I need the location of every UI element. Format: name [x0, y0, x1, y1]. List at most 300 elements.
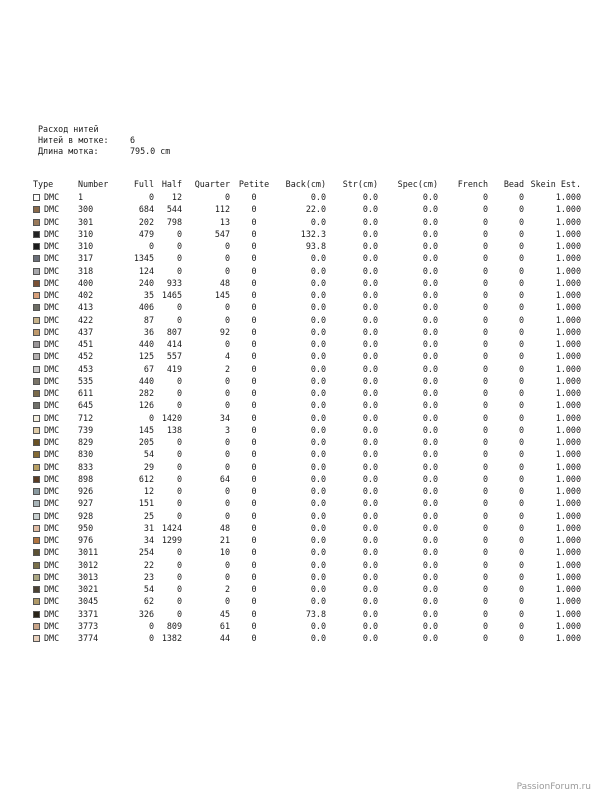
cell-bead: 0	[518, 228, 524, 239]
cell-half: 0	[176, 241, 182, 251]
color-swatch	[33, 280, 40, 287]
cell-type	[33, 510, 78, 522]
cell-type-label: DMC	[44, 596, 60, 607]
cell-spec: 0.0	[422, 498, 438, 509]
cell-half: 0	[176, 253, 182, 264]
color-swatch	[33, 353, 40, 360]
table-row	[33, 448, 581, 460]
color-swatch	[33, 476, 40, 483]
cell-quarter: 34	[219, 412, 230, 423]
cell-spec: 0.0	[422, 535, 438, 545]
skein-length-line	[38, 146, 170, 157]
cell-spec: 0.0	[422, 363, 438, 374]
cell-petite: 0	[251, 461, 257, 472]
cell-type	[33, 252, 78, 264]
cell-back: 0.0	[310, 571, 326, 582]
table-row	[33, 424, 581, 436]
cell-number: 535	[78, 375, 94, 386]
cell-type-label: DMC	[44, 290, 60, 300]
cell-spec: 0.0	[422, 412, 438, 423]
cell-back: 0.0	[310, 412, 326, 423]
table-row	[33, 289, 581, 301]
cell-half: 0	[176, 302, 182, 313]
cell-str: 0.0	[362, 277, 378, 288]
cell-half: 0	[176, 584, 182, 594]
cell-number: 926	[78, 486, 94, 496]
cell-type-label: DMC	[44, 620, 60, 631]
color-swatch	[33, 255, 40, 262]
cell-bead: 0	[518, 449, 524, 460]
cell-number: 453	[78, 363, 94, 374]
cell-str: 0.0	[362, 400, 378, 411]
cell-skein-est: 1.000	[555, 535, 581, 545]
cell-str: 0.0	[362, 314, 378, 325]
cell-french: 0	[482, 241, 488, 251]
col-petite: Petite	[238, 179, 270, 189]
cell-full: 0	[148, 620, 154, 631]
cell-quarter: 13	[219, 216, 230, 227]
col-number: Number	[78, 179, 109, 189]
cell-back: 0.0	[310, 326, 326, 337]
cell-str: 0.0	[362, 302, 378, 313]
cell-french: 0	[482, 633, 488, 643]
cell-petite: 0	[251, 473, 257, 484]
cell-bead: 0	[518, 400, 524, 411]
cell-back: 0.0	[310, 547, 326, 558]
cell-quarter: 0	[224, 486, 230, 496]
cell-str: 0.0	[362, 449, 378, 460]
cell-skein-est: 1.000	[555, 412, 581, 423]
cell-french: 0	[482, 461, 488, 472]
cell-number: 3011	[78, 547, 99, 558]
cell-full: 67	[143, 363, 154, 374]
cell-half: 809	[166, 620, 182, 631]
cell-half: 0	[176, 486, 182, 496]
cell-full: 254	[138, 547, 154, 558]
cell-half: 419	[166, 363, 182, 374]
cell-skein-est: 1.000	[555, 326, 581, 337]
cell-type-label: DMC	[44, 461, 60, 472]
cell-petite: 0	[251, 437, 257, 447]
cell-back: 0.0	[310, 473, 326, 484]
cell-type-label: DMC	[44, 424, 60, 435]
cell-french: 0	[482, 192, 488, 202]
cell-skein-est: 1.000	[555, 363, 581, 374]
cell-type-label: DMC	[44, 584, 60, 594]
cell-quarter: 0	[224, 461, 230, 472]
cell-half: 544	[166, 204, 182, 215]
cell-skein-est: 1.000	[555, 547, 581, 558]
cell-spec: 0.0	[422, 547, 438, 558]
cell-back: 0.0	[310, 437, 326, 447]
cell-number: 310	[78, 241, 94, 251]
cell-bead: 0	[518, 522, 524, 533]
cell-bead: 0	[518, 388, 524, 398]
cell-bead: 0	[518, 559, 524, 570]
cell-quarter: 145	[214, 290, 230, 300]
cell-full: 22	[143, 559, 154, 570]
cell-str: 0.0	[362, 192, 378, 202]
cell-type-label: DMC	[44, 326, 60, 337]
cell-number: 317	[78, 253, 94, 264]
cell-quarter: 21	[219, 535, 230, 545]
cell-type	[33, 473, 78, 485]
cell-full: 36	[143, 326, 154, 337]
cell-petite: 0	[251, 265, 257, 276]
skein-length-value: 795.0 cm	[130, 146, 171, 156]
cell-str: 0.0	[362, 351, 378, 362]
cell-french: 0	[482, 216, 488, 227]
cell-bead: 0	[518, 351, 524, 362]
cell-petite: 0	[251, 241, 257, 251]
cell-type	[33, 350, 78, 362]
cell-type	[33, 228, 78, 240]
cell-full: 29	[143, 461, 154, 472]
cell-number: 1	[78, 192, 84, 202]
cell-str: 0.0	[362, 547, 378, 558]
cell-skein-est: 1.000	[555, 400, 581, 411]
cell-type	[33, 608, 78, 620]
cell-spec: 0.0	[422, 339, 438, 349]
cell-number: 833	[78, 461, 94, 472]
cell-number: 3371	[78, 608, 99, 619]
cell-quarter: 0	[224, 498, 230, 509]
color-swatch	[33, 304, 40, 311]
cell-type	[33, 326, 78, 338]
cell-type	[33, 216, 78, 228]
cell-quarter: 48	[219, 277, 230, 288]
cell-skein-est: 1.000	[555, 510, 581, 521]
cell-petite: 0	[251, 486, 257, 496]
cell-half: 1382	[161, 633, 182, 643]
cell-type-label: DMC	[44, 412, 60, 423]
cell-bead: 0	[518, 375, 524, 386]
cell-type-label: DMC	[44, 571, 60, 582]
cell-french: 0	[482, 437, 488, 447]
table-row	[33, 375, 581, 387]
table-body	[33, 191, 581, 644]
color-swatch	[33, 427, 40, 434]
cell-str: 0.0	[362, 424, 378, 435]
cell-number: 3773	[78, 620, 99, 631]
cell-half: 0	[176, 228, 182, 239]
cell-bead: 0	[518, 608, 524, 619]
cell-back: 0.0	[310, 351, 326, 362]
cell-back: 0.0	[310, 314, 326, 325]
cell-quarter: 0	[224, 314, 230, 325]
table-row	[33, 277, 581, 289]
table-row	[33, 461, 581, 473]
cell-back: 22.0	[305, 204, 326, 215]
cell-bead: 0	[518, 547, 524, 558]
cell-petite: 0	[251, 535, 257, 545]
cell-str: 0.0	[362, 559, 378, 570]
cell-bead: 0	[518, 339, 524, 349]
cell-quarter: 2	[224, 363, 230, 374]
cell-french: 0	[482, 290, 488, 300]
cell-type-label: DMC	[44, 216, 60, 227]
color-swatch	[33, 464, 40, 471]
cell-spec: 0.0	[422, 437, 438, 447]
cell-quarter: 112	[214, 204, 230, 215]
thread-usage-table	[33, 177, 581, 644]
cell-back: 0.0	[310, 302, 326, 313]
cell-skein-est: 1.000	[555, 437, 581, 447]
cell-half: 0	[176, 265, 182, 276]
col-back: Back(cm)	[285, 179, 326, 189]
cell-half: 1420	[161, 412, 182, 423]
cell-back: 0.0	[310, 290, 326, 300]
cell-back: 0.0	[310, 375, 326, 386]
cell-full: 54	[143, 449, 154, 460]
cell-spec: 0.0	[422, 302, 438, 313]
cell-quarter: 92	[219, 326, 230, 337]
cell-half: 0	[176, 400, 182, 411]
cell-number: 3021	[78, 584, 99, 594]
color-swatch	[33, 194, 40, 201]
cell-spec: 0.0	[422, 449, 438, 460]
cell-spec: 0.0	[422, 400, 438, 411]
cell-bead: 0	[518, 326, 524, 337]
cell-back: 0.0	[310, 498, 326, 509]
color-swatch	[33, 329, 40, 336]
cell-back: 0.0	[310, 535, 326, 545]
cell-number: 437	[78, 326, 94, 337]
cell-type-label: DMC	[44, 314, 60, 325]
cell-type	[33, 289, 78, 301]
cell-number: 402	[78, 290, 94, 300]
color-swatch	[33, 378, 40, 385]
cell-spec: 0.0	[422, 571, 438, 582]
cell-bead: 0	[518, 510, 524, 521]
cell-quarter: 4	[224, 351, 230, 362]
cell-full: 612	[138, 473, 154, 484]
cell-str: 0.0	[362, 241, 378, 251]
cell-type	[33, 424, 78, 436]
cell-full: 87	[143, 314, 154, 325]
cell-spec: 0.0	[422, 192, 438, 202]
cell-type	[33, 240, 78, 252]
cell-type	[33, 571, 78, 583]
cell-bead: 0	[518, 571, 524, 582]
cell-french: 0	[482, 571, 488, 582]
cell-petite: 0	[251, 388, 257, 398]
cell-french: 0	[482, 339, 488, 349]
cell-bead: 0	[518, 473, 524, 484]
color-swatch	[33, 243, 40, 250]
cell-back: 0.0	[310, 363, 326, 374]
cell-french: 0	[482, 535, 488, 545]
col-half: Half	[161, 179, 182, 189]
cell-type	[33, 412, 78, 424]
cell-type	[33, 277, 78, 289]
cell-number: 3013	[78, 571, 99, 582]
table-row	[33, 534, 581, 546]
cell-number: 830	[78, 449, 94, 460]
cell-bead: 0	[518, 204, 524, 215]
cell-back: 0.0	[310, 253, 326, 264]
cell-bead: 0	[518, 241, 524, 251]
cell-back: 0.0	[310, 584, 326, 594]
cell-type-label: DMC	[44, 302, 60, 313]
cell-full: 440	[138, 375, 154, 386]
cell-str: 0.0	[362, 498, 378, 509]
cell-spec: 0.0	[422, 253, 438, 264]
cell-type-label: DMC	[44, 192, 60, 202]
cell-spec: 0.0	[422, 277, 438, 288]
cell-half: 0	[176, 510, 182, 521]
cell-full: 202	[138, 216, 154, 227]
cell-number: 927	[78, 498, 94, 509]
cell-petite: 0	[251, 608, 257, 619]
cell-french: 0	[482, 204, 488, 215]
cell-type	[33, 632, 78, 644]
cell-type	[33, 338, 78, 350]
cell-skein-est: 1.000	[555, 339, 581, 349]
cell-str: 0.0	[362, 204, 378, 215]
cell-number: 3012	[78, 559, 99, 570]
color-swatch	[33, 415, 40, 422]
cell-french: 0	[482, 228, 488, 239]
cell-back: 0.0	[310, 400, 326, 411]
cell-full: 25	[143, 510, 154, 521]
cell-spec: 0.0	[422, 265, 438, 276]
cell-back: 0.0	[310, 633, 326, 643]
col-str: Str(cm)	[342, 179, 378, 189]
table-row	[33, 350, 581, 362]
cell-type	[33, 546, 78, 558]
cell-quarter: 0	[224, 302, 230, 313]
cell-full: 124	[138, 265, 154, 276]
cell-spec: 0.0	[422, 216, 438, 227]
table-row	[33, 387, 581, 399]
cell-bead: 0	[518, 424, 524, 435]
cell-full: 35	[143, 290, 154, 300]
table-row	[33, 265, 581, 277]
cell-bead: 0	[518, 265, 524, 276]
table-row	[33, 595, 581, 607]
table-row	[33, 216, 581, 228]
cell-french: 0	[482, 620, 488, 631]
cell-str: 0.0	[362, 412, 378, 423]
table-row	[33, 399, 581, 411]
cell-french: 0	[482, 486, 488, 496]
color-swatch	[33, 341, 40, 348]
cell-type-label: DMC	[44, 510, 60, 521]
cell-petite: 0	[251, 228, 257, 239]
cell-type	[33, 314, 78, 326]
cell-str: 0.0	[362, 363, 378, 374]
table-row	[33, 363, 581, 375]
cell-str: 0.0	[362, 633, 378, 643]
cell-spec: 0.0	[422, 228, 438, 239]
cell-bead: 0	[518, 314, 524, 325]
cell-bead: 0	[518, 412, 524, 423]
cell-half: 0	[176, 559, 182, 570]
cell-type-label: DMC	[44, 449, 60, 460]
color-swatch	[33, 317, 40, 324]
cell-half: 0	[176, 473, 182, 484]
cell-back: 0.0	[310, 596, 326, 607]
cell-spec: 0.0	[422, 388, 438, 398]
cell-back: 0.0	[310, 486, 326, 496]
cell-full: 406	[138, 302, 154, 313]
cell-full: 125	[138, 351, 154, 362]
cell-skein-est: 1.000	[555, 522, 581, 533]
col-skein-est: Skein Est.	[530, 179, 581, 189]
cell-type	[33, 522, 78, 534]
color-swatch	[33, 219, 40, 226]
cell-skein-est: 1.000	[555, 192, 581, 202]
cell-type	[33, 595, 78, 607]
cell-skein-est: 1.000	[555, 608, 581, 619]
table-row	[33, 228, 581, 240]
cell-type	[33, 387, 78, 399]
cell-quarter: 0	[224, 241, 230, 251]
cell-type-label: DMC	[44, 204, 60, 215]
cell-spec: 0.0	[422, 620, 438, 631]
cell-type	[33, 191, 78, 203]
color-swatch	[33, 500, 40, 507]
col-type: Type	[33, 179, 54, 189]
cell-full: 12	[143, 486, 154, 496]
cell-str: 0.0	[362, 437, 378, 447]
cell-type	[33, 203, 78, 215]
report-header	[38, 124, 170, 157]
cell-number: 413	[78, 302, 94, 313]
cell-french: 0	[482, 314, 488, 325]
cell-petite: 0	[251, 498, 257, 509]
table-header-row	[33, 177, 581, 191]
cell-quarter: 3	[224, 424, 230, 435]
cell-type	[33, 620, 78, 632]
cell-half: 1299	[161, 535, 182, 545]
table-row	[33, 608, 581, 620]
cell-back: 0.0	[310, 339, 326, 349]
cell-petite: 0	[251, 253, 257, 264]
cell-type-label: DMC	[44, 228, 60, 239]
cell-type	[33, 375, 78, 387]
cell-bead: 0	[518, 277, 524, 288]
cell-back: 0.0	[310, 388, 326, 398]
cell-half: 0	[176, 449, 182, 460]
cell-skein-est: 1.000	[555, 314, 581, 325]
cell-french: 0	[482, 596, 488, 607]
cell-quarter: 0	[224, 596, 230, 607]
cell-french: 0	[482, 547, 488, 558]
cell-back: 93.8	[305, 241, 326, 251]
cell-type-label: DMC	[44, 339, 60, 349]
cell-bead: 0	[518, 633, 524, 643]
color-swatch	[33, 586, 40, 593]
color-swatch	[33, 525, 40, 532]
cell-type-label: DMC	[44, 486, 60, 496]
cell-spec: 0.0	[422, 486, 438, 496]
cell-str: 0.0	[362, 571, 378, 582]
cell-str: 0.0	[362, 326, 378, 337]
cell-french: 0	[482, 473, 488, 484]
cell-skein-est: 1.000	[555, 596, 581, 607]
cell-full: 62	[143, 596, 154, 607]
cell-number: 829	[78, 437, 94, 447]
cell-str: 0.0	[362, 216, 378, 227]
table-row	[33, 485, 581, 497]
cell-spec: 0.0	[422, 522, 438, 533]
cell-bead: 0	[518, 620, 524, 631]
cell-french: 0	[482, 584, 488, 594]
cell-number: 898	[78, 473, 94, 484]
table-row	[33, 203, 581, 215]
